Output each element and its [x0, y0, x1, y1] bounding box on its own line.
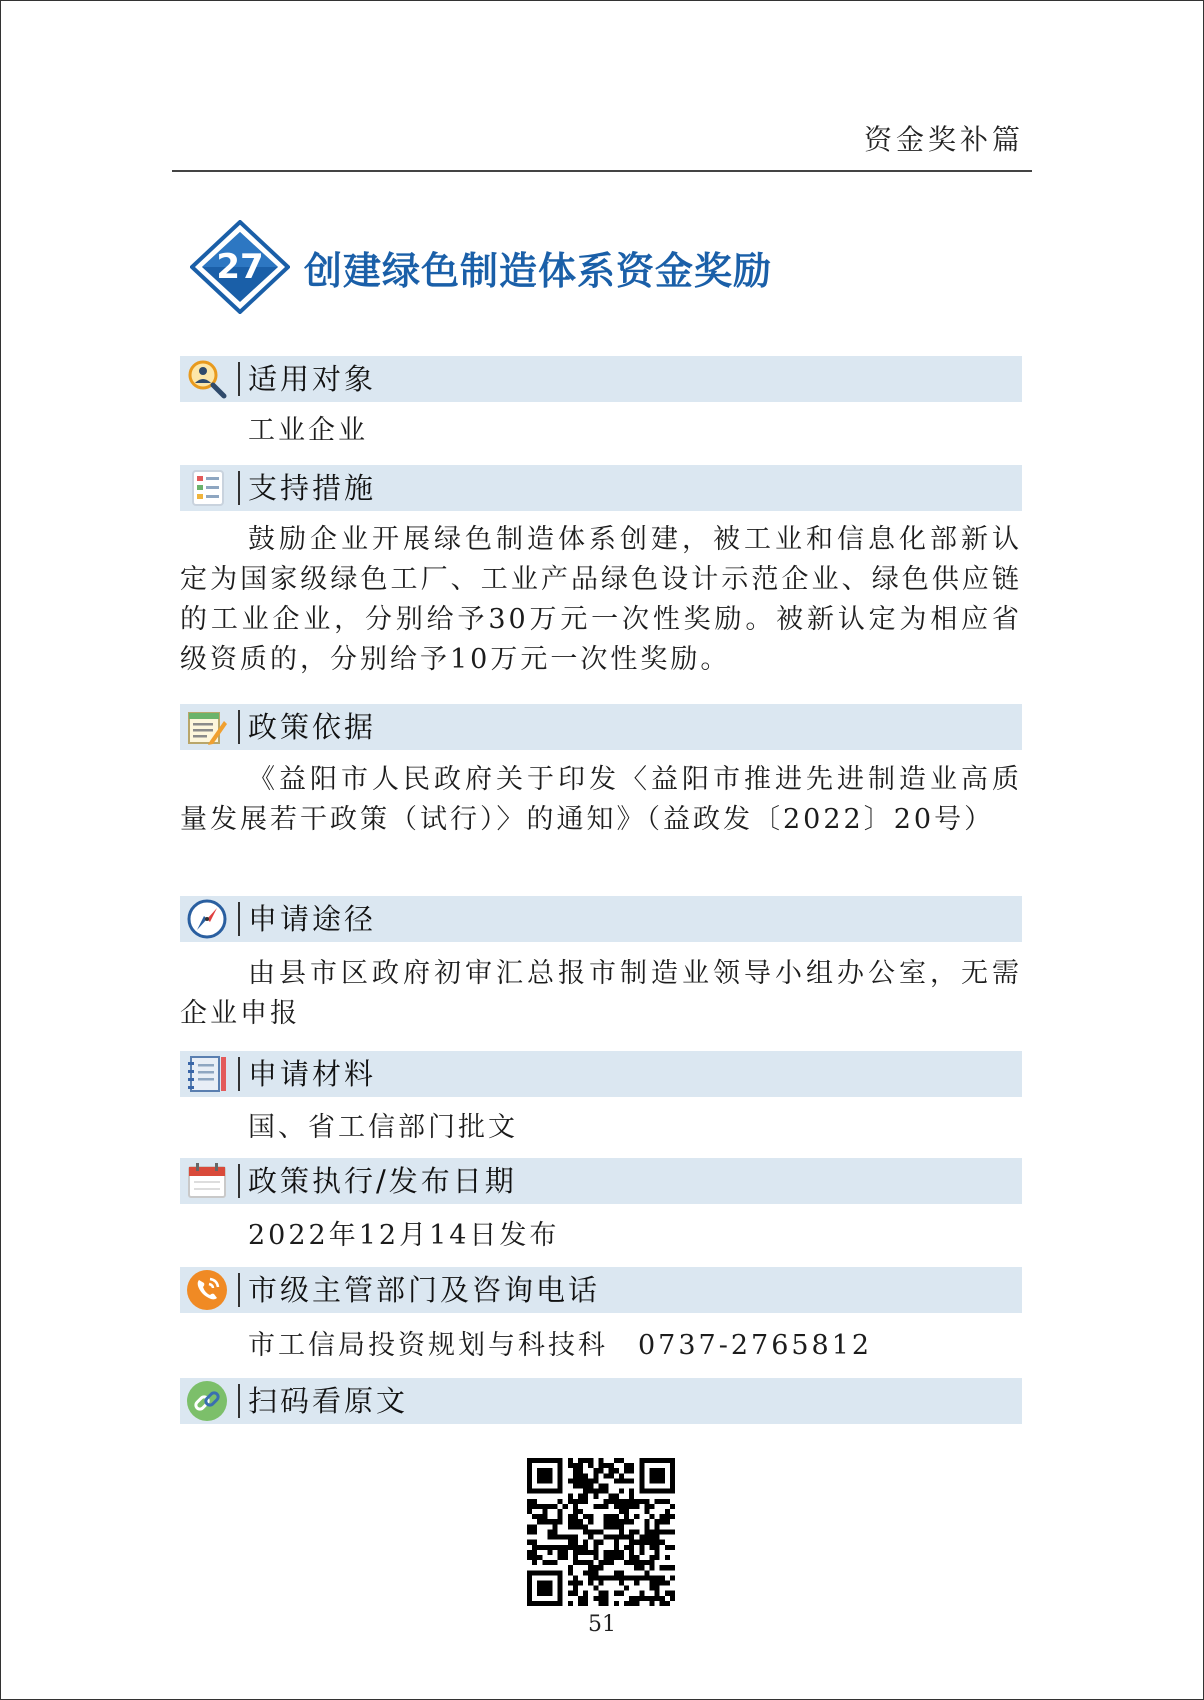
- section-label: 扫码看原文: [248, 1384, 409, 1418]
- section-content: 由县市区政府初审汇总报市制造业领导小组办公室，无需企业申报: [180, 958, 1022, 1029]
- section-content: 工业企业: [248, 415, 368, 446]
- section-basis: [180, 704, 1022, 750]
- section-content: 《益阳市人民政府关于印发〈益阳市推进先进制造业高质量发展若干政策（试行）〉的通知》（益政发〔2022〕20号）: [180, 764, 1022, 835]
- calendar-icon: [180, 1158, 234, 1204]
- section-label: 政策执行/发布日期: [248, 1164, 517, 1198]
- section-contact: [180, 1267, 1022, 1313]
- section-label: 申请材料: [248, 1057, 377, 1091]
- section-separator: [238, 1164, 240, 1198]
- item-number: 27: [216, 247, 264, 287]
- section-content: 鼓励企业开展绿色制造体系创建，被工业和信息化部新认定为国家级绿色工厂、工业产品绿色设计示范企业、绿色供应链的工业企业，分别给予30万元一次性奖励。被新认定为相应省级资质的，分别给予10万元一次性奖励。: [180, 524, 1022, 675]
- section-label: 支持措施: [248, 471, 377, 505]
- running-header: 资金奖补篇: [863, 123, 1024, 156]
- section-content: 2022年12月14日发布: [248, 1220, 560, 1251]
- section-measures: [180, 465, 1022, 511]
- document-pencil-icon: [180, 704, 234, 750]
- section-separator: [238, 1057, 240, 1091]
- section-channel: [180, 896, 1022, 942]
- link-icon: [180, 1378, 234, 1424]
- section-materials: [180, 1051, 1022, 1097]
- section-date: [180, 1158, 1022, 1204]
- section-content: 市工信局投资规划与科技科 0737-2765812: [248, 1330, 873, 1361]
- page-number: 51: [588, 1612, 616, 1637]
- section-separator: [238, 902, 240, 936]
- item-number-badge: [190, 220, 290, 314]
- magnifier-person-icon: [180, 356, 234, 402]
- section-scan: [180, 1378, 1022, 1424]
- notebook-icon: [180, 1051, 234, 1097]
- item-title-block: [190, 220, 772, 314]
- section-separator: [238, 710, 240, 744]
- section-label: 适用对象: [248, 362, 377, 396]
- section-separator: [238, 1384, 240, 1418]
- header-rule: [172, 170, 1032, 172]
- qr-code[interactable]: [527, 1458, 675, 1606]
- section-label: 市级主管部门及咨询电话: [248, 1273, 601, 1307]
- section-label: 申请途径: [248, 902, 377, 936]
- section-target: [180, 356, 1022, 402]
- section-content: 国、省工信部门批文: [248, 1112, 518, 1143]
- section-label: 政策依据: [248, 710, 377, 744]
- item-title: 创建绿色制造体系资金奖励: [304, 248, 773, 293]
- section-separator: [238, 362, 240, 396]
- checklist-icon: [180, 465, 234, 511]
- section-separator: [238, 471, 240, 505]
- section-separator: [238, 1273, 240, 1307]
- compass-icon: [180, 896, 234, 942]
- phone-icon: [180, 1267, 234, 1313]
